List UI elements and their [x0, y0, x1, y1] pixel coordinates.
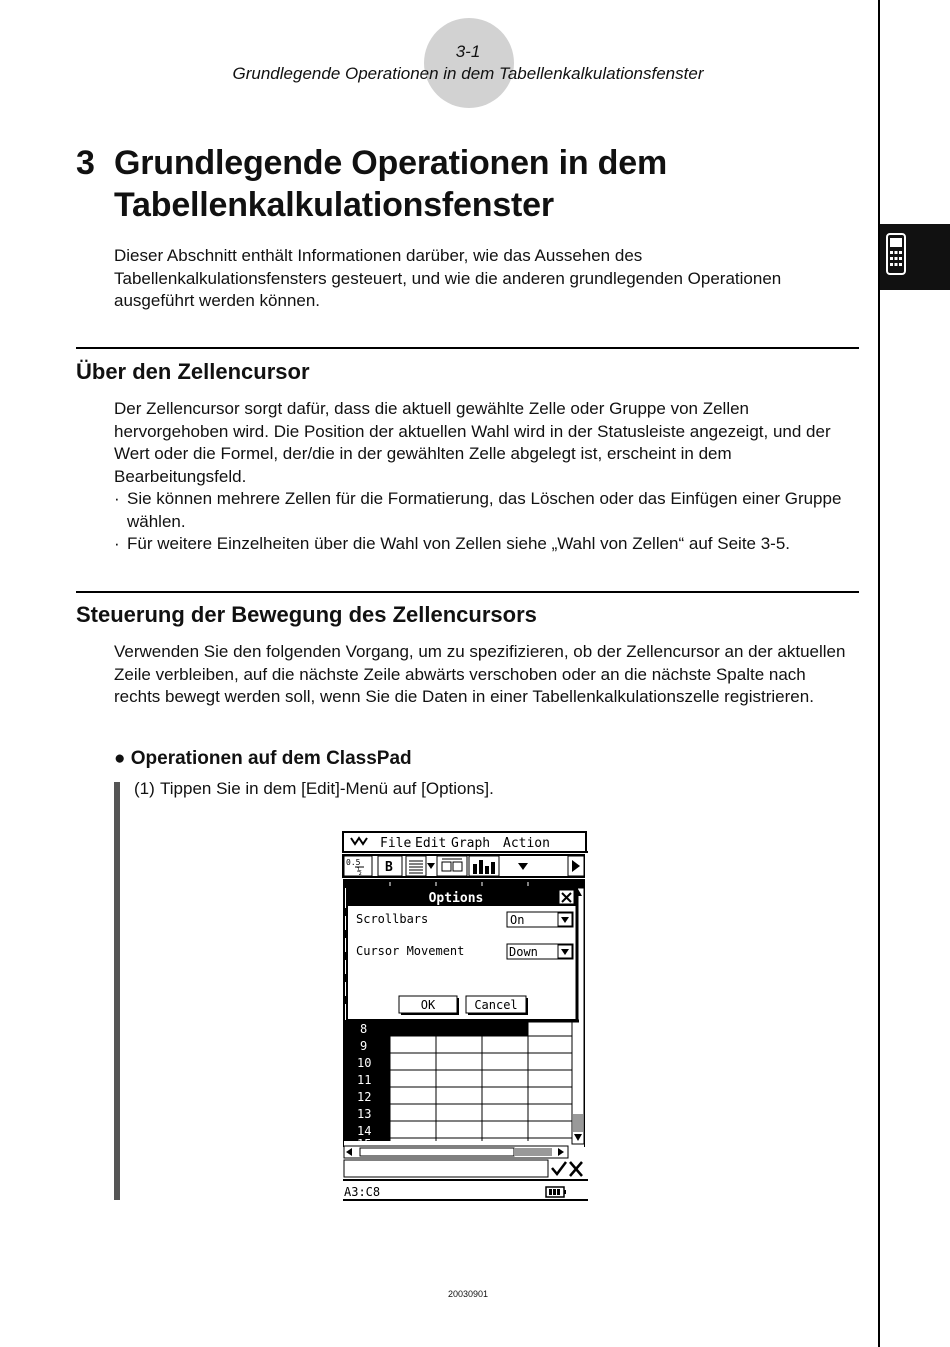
menu-action[interactable]: Action [503, 836, 550, 851]
row-number[interactable]: 13 [357, 1107, 372, 1121]
scroll-thumb[interactable] [573, 1114, 583, 1132]
edit-line[interactable] [344, 1160, 548, 1177]
svg-text:0.5: 0.5 [346, 858, 361, 867]
row-number[interactable]: 8 [360, 1022, 368, 1036]
procedure-bar [114, 782, 120, 1200]
hscroll-thumb[interactable] [514, 1148, 552, 1156]
step-1 [134, 779, 494, 799]
step-number: (1) [134, 779, 155, 798]
section-rule [76, 591, 859, 593]
align-button[interactable] [406, 856, 426, 876]
header-circle [424, 18, 514, 108]
cancel-label: Cancel [474, 998, 518, 1012]
footer-code: 20030901 [447, 1289, 489, 1299]
step-text: Tippen Sie in dem [Edit]-Menü auf [Options]. [160, 779, 494, 798]
check-icon[interactable] [552, 1162, 566, 1174]
procedure-heading: ● Operationen auf dem ClassPad [114, 748, 412, 769]
svg-text:B: B [385, 860, 393, 875]
battery-icon [546, 1187, 566, 1197]
row-number[interactable]: 11 [357, 1073, 372, 1087]
row-number[interactable]: 9 [360, 1039, 368, 1053]
calculator-icon [886, 233, 906, 275]
chapter-title: Grundlegende Operationen in dem Tabellenkalkulationsfenster [114, 144, 667, 224]
svg-text:½: ½ [357, 867, 362, 876]
status-cell: A3:C8 [344, 1185, 381, 1199]
bullet-list [114, 488, 854, 556]
section-body-cursor: Der Zellencursor sorgt dafür, dass die aktuell gewählte Zelle oder Gruppe von Zellen hervorgehoben wird. Die Position der aktuellen Wahl wird in der Statusleiste angezeigt, und der Wert oder die Formel, der/die in der gewählten Zelle abgelegt ist, erscheint in dem Bearbeitungsfeld. [114, 399, 831, 486]
running-title: Grundlegende Operationen in dem Tabellenkalkulationsfenster [232, 64, 704, 83]
close-icon[interactable] [570, 1162, 582, 1176]
section-heading-cursor: Über den Zellencursor [76, 359, 310, 384]
menu-file[interactable]: File [380, 836, 412, 851]
row-number[interactable]: 12 [357, 1090, 372, 1104]
options-dialog [347, 888, 579, 1022]
scrollbars-label: Scrollbars [356, 912, 429, 926]
classpad-screen [342, 830, 590, 1202]
list-item: · Sie können mehrere Zellen für die Formatierung, das Löschen oder das Einfügen einer Gruppe wählen. [114, 488, 854, 533]
margin-line [878, 0, 880, 1347]
section-rule [76, 347, 859, 349]
chapter-intro: Dieser Abschnitt enthält Informationen darüber, wie das Aussehen des Tabellenkalkulationsfensters gesteuert, und wie die anderen grundlegenden Operationen ausgeführt werden können. [114, 246, 782, 311]
section-body-movement: Verwenden Sie den folgenden Vorgang, um zu spezifizieren, ob der Zellencursor an der aktuellen Zeile verbleiben, auf die nächste Zeile abwärts verschoben oder an die nächste Spalte nach rechts bewegt werden soll, wenn Sie die Daten in einer Tabellenkalkulationszelle registrieren. [114, 642, 846, 707]
cursor-movement-value: Down [509, 945, 538, 959]
ok-label: OK [420, 998, 436, 1012]
row-number[interactable]: 14 [357, 1124, 372, 1138]
chapter-number: 3 [76, 144, 95, 182]
graph-button[interactable] [469, 856, 499, 876]
dialog-title: Options [428, 891, 484, 906]
menu-graph[interactable]: Graph [451, 836, 491, 851]
menu-edit[interactable]: Edit [415, 836, 447, 851]
row-number[interactable]: 10 [357, 1056, 372, 1070]
procedure-title: Operationen auf dem ClassPad [130, 748, 412, 769]
cursor-movement-label: Cursor Movement [356, 944, 465, 958]
scrollbars-value: On [510, 913, 525, 927]
list-item: · Für weitere Einzelheiten über die Wahl von Zellen siehe „Wahl von Zellen“ auf Seite 3-5. [114, 533, 854, 556]
page-number: 3-1 [455, 42, 481, 61]
link-button[interactable] [437, 856, 467, 876]
classpad-svg [342, 830, 590, 1202]
section-heading-movement: Steuerung der Bewegung des Zellencursors [76, 602, 537, 627]
